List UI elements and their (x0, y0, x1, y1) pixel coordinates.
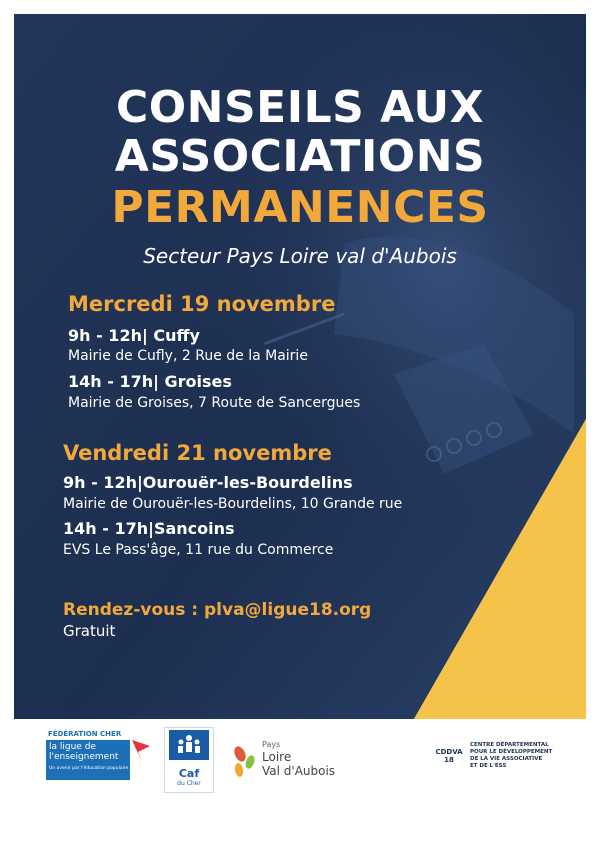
pays-line-1: Pays (262, 740, 281, 749)
pays-line-2: Loire (262, 750, 292, 764)
ligue-blue-block (46, 740, 130, 780)
title-line-2: ASSOCIATIONS (114, 131, 486, 182)
caf-name: Caf (178, 767, 200, 780)
ligue-name-1: la ligue de (49, 742, 96, 752)
caf-people-icon (165, 728, 213, 764)
day-2-slot-1-time: 9h - 12h|Ourouër-les-Bourdelins (63, 473, 353, 492)
day-2-slot-1-address: Mairie de Ourouër-les-Bourdelins, 10 Grande rue (63, 496, 403, 512)
cddva-full-4: ET DE L'ESS (470, 763, 507, 769)
day-1-slot-2-address: Mairie de Groises, 7 Route de Sancergues (68, 395, 361, 411)
contact-email: Rendez-vous : plva@ligue18.org (63, 600, 372, 620)
day-2-slot-2-address: EVS Le Pass'âge, 11 rue du Commerce (63, 542, 334, 558)
ligue-flag-icon (130, 738, 152, 764)
day-1-heading: Mercredi 19 novembre (68, 292, 336, 316)
cddva-badge (432, 742, 466, 776)
cddva-num: 18 (444, 756, 454, 764)
day-2-slot-2-time: 14h - 17h|Sancoins (63, 519, 235, 538)
cddva-full-1: CENTRE DÉPARTEMENTAL (470, 742, 549, 748)
ligue-enseignement-logo (46, 730, 150, 790)
ligue-tagline: Un avenir par l'éducation populaire (49, 766, 129, 771)
cddva-full-3: DE LA VIE ASSOCIATIVE (470, 756, 543, 762)
cddva-short: CDDVA (435, 748, 463, 756)
price-note: Gratuit (63, 622, 116, 640)
caf-logo (164, 727, 214, 793)
day-1-slot-1-address: Mairie de Cufly, 2 Rue de la Mairie (68, 348, 308, 364)
day-1-slot-1-time: 9h - 12h| Cuffy (68, 326, 200, 345)
pays-line-3: Val d'Aubois (262, 764, 336, 778)
pays-loire-logo (230, 740, 350, 784)
day-2-heading: Vendredi 21 novembre (63, 441, 332, 465)
leaves-icon (230, 742, 260, 782)
cddva-full-name (470, 742, 552, 770)
title-line-1: CONSEILS AUX (115, 82, 485, 133)
cddva-full-2: POUR LE DÉVELOPPEMENT (470, 749, 553, 755)
subtitle: Secteur Pays Loire val d'Aubois (143, 244, 457, 268)
ligue-name-2: l'enseignement (49, 752, 119, 762)
title-line-3: PERMANENCES (111, 182, 489, 233)
poster (14, 14, 586, 827)
ligue-federation: FÉDÉRATION CHER (48, 730, 122, 738)
cddva-logo (432, 742, 582, 792)
caf-sub: du Cher (177, 780, 201, 787)
day-1-slot-2-time: 14h - 17h| Groises (68, 372, 232, 391)
